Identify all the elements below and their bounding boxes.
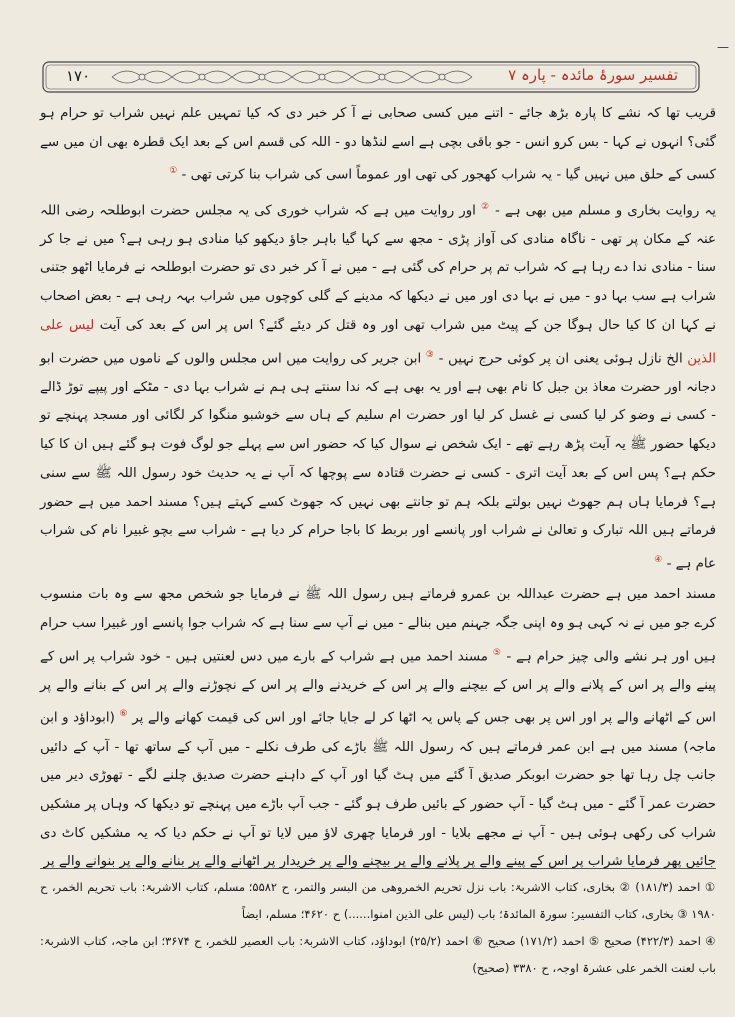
quranic-quote: لیس علی الذین [40,317,716,367]
reference-marker-2: ② [480,201,490,212]
page-header [42,60,700,94]
paragraph-3-text-c: (ابوداؤد و ابن ماجہ) مسند میں ہے ابن عمر فرماتے ہیں کہ رسول اللہ ﷺ باڑے کی طرف نکلے - میں آپ کے ساتھ تھا - آپ کے دائیں جانب چل رہا تھا جو حضرت ابوبکر صدیق آ گئے میں ہٹ گیا اور آپ کے داہنے حضرت صدیق چلنے لگے - تھوڑی دیر میں حضرت عمر آ گئے - میں ہٹ گیا - آپ حضور کے بائیں طرف ہو گئے - جب آپ باڑے میں پہنچے تو دیکھا کہ وہاں پر مشکیں شراب کی رکھی ہوئی ہیں - آپ نے مجھے بلایا - اور فرمایا چھری لاؤ میں لایا تو آپ نے حکم دیا کہ یہ مشکیں کاٹ دی جائیں پھر فرمایا شراب پر اس کے پینے والے پر پلانے والے پر بیچنے والے پر خریدار پر اٹھانے والے پر بنانے والے پر بنوانے والے پر [40,710,716,870]
main-text [40,100,716,877]
paragraph-1-text: قریب تھا کہ نشے کا پارہ بڑھ جائے - اتنے میں کسی صحابی نے آ کر خبر دی کہ کیا تمہیں علم نہیں شراب تو حرام ہو گئی؟ انہوں نے کہا - بس کرو انس - جو باقی بچی ہے اسے لنڈھا دو - اللہ کی قسم اس کے بعد ایک قطرہ بھی ان میں سے کسی کے حلق میں نہیں گیا - یہ شراب کھجور کی تھی اور عموماً اسی کی شراب بنا کرتی تھی - [40,106,716,183]
paragraph-2 [40,193,716,580]
paragraph-2-text-b: اور روایت میں ہے کہ شراب خوری کی یہ مجلس حضرت ابوطلحہ رضی اللہ عنہ کے مکان پر تھی - ناگاہ منادی کی آواز پڑی - مجھ سے کہا گیا باہر جاؤ دیکھو کیا منادی ہو رہی ہے؟ میں نے جا کر سنا - منادی ندا دے رہا ہے کہ شراب تم پر حرام کی گئی ہے - میں نے آ کر خبر دی تو حضرت ابوطلحہ نے فرمایا اٹھو جتنی شراب ہے سب بہا دو - میں نے بہا دی اور میں نے دیکھا کہ مدینے کے گلی کوچوں میں شراب بہہ رہی ہے - بعض اصحاب نے کہا ان کا کیا حال ہوگا جن کے پیٹ میں شراب تھی اور وہ قتل کر دیئے گئے؟ اس پر اس کے بعد کی آیت [40,203,716,333]
reference-marker-5: ⑤ [492,647,502,658]
reference-marker-6: ⑥ [119,709,128,720]
page-number: ١٧٠ [66,67,91,85]
paragraph-2-text-a: یہ روایت بخاری و مسلم میں بھی ہے - [494,203,716,219]
paragraph-3-text-b: مسند احمد میں ہے شراب کے بارے میں دس لعنتیں ہیں - خود شراب پر اس کے پینے والے پر اس کے پلانے والے پر اس کے بیچنے والے پر اس کے خریدنے والے پر اس کے نچوڑنے والے پر اس کے بنانے والے پر اس کے اٹھانے والے پر اور اس پر بھی جس کے پاس یہ اٹھا کر لے جایا جائے اور اس کی قیمت کھانے والے پر [40,649,716,726]
footnote-line-2: ④ احمد (۴۲۲/۳) صحیح ⑤ احمد (۱۷۱/۲) صحیح ⑥ احمد (۲۵/۲) ابوداؤد، کتاب الاشربۃ: باب العصیر للخمر، ح ۳۶۷۴؛ ابن ماجہ، کتاب الاشربۃ: باب لعنت الخمر علی عشرۃ اوجہ، ح ۳۳۸۰ (صحیح) [40,934,716,975]
reference-marker-1: ① [169,166,178,177]
reference-marker-4: ④ [654,554,663,565]
footnote-line-1: ① احمد (۱۸۱/۳) ② بخاری، کتاب الاشربۃ: باب نزل تحریم الخمروھی من البسر والتمر، ح ۵۵۸۲؛ مسلم، کتاب الاشربۃ: باب تحریم الخمر، ح ۱۹۸۰ ③ بخاری، کتاب التفسیر: سورۃ المائدۃ؛ باب (لیس علی الذین امنوا......) ح ۴۶۲۰؛ مسلم، ایضاً [40,880,717,921]
paragraph-1 [40,100,716,191]
footnote-divider [40,868,716,869]
paragraph-2-text-d: ابن جریر کی روایت میں اس مجلس والوں کے ناموں میں حضرت ابو دجانہ اور حضرت معاذ بن جبل کا نام بھی ہے اور یہ بھی ہے کہ ندا سنتے ہی ہم نے شراب بہا دی - مٹکے اور پیپے توڑ ڈالے - کسی نے وضو کر لیا کسی نے غسل کر لیا اور حضرت ام سلیم کے ہاں سے خوشبو منگوا کر لگائی اور مسجد پہنچے تو دیکھا حضور ﷺ یہ آیت پڑھ رہے تھے - ایک شخص نے سوال کیا کہ حضور اس سے پہلے جو لوگ فوت ہو گئے ہیں ان کا کیا حکم ہے؟ پس اس کے بعد آیت اتری - کسی نے حضرت قتادہ سے پوچھا کہ آپ نے یہ حدیث خود رسول اللہ ﷺ سے سنی ہے؟ فرمایا ہاں ہم جھوٹ نہیں بولتے بلکہ ہم تو جانتے بھی نہیں کہ جھوٹ کسے کہتے ہیں؟ مسند احمد میں ہے حضور فرماتے ہیں اللہ تبارک و تعالیٰ نے شراب اور پانسے اور بربط کا باجا حرام کر دیا ہے - شراب سے بچو غبیرا نام کی شراب عام ہے - [40,351,716,572]
margin-dash-mark: — [717,40,729,54]
paragraph-2-text-c: الخ نازل ہوئی یعنی ان پر کوئی حرج نہیں - [438,351,683,367]
paragraph-3 [40,581,716,877]
footnotes [40,874,716,982]
chapter-title: تفسیر سورۂ مائدہ - پارہ ۷ [508,66,678,84]
paragraph-3-text-a: مسند احمد میں ہے حضرت عبداللہ بن عمرو فرماتے ہیں رسول اللہ ﷺ نے فرمایا جو شخص مجھ سے وہ بات منسوب کرے جو میں نے نہ کہی ہو وہ اپنی جگہ جہنم میں بنالے - میں نے آپ سے سنا ہے کہ شراب جوا پانسے اور غبیرا سب حرام ہیں اور ہر نشے والی چیز حرام ہے - [40,587,716,664]
reference-marker-3: ③ [425,349,435,360]
